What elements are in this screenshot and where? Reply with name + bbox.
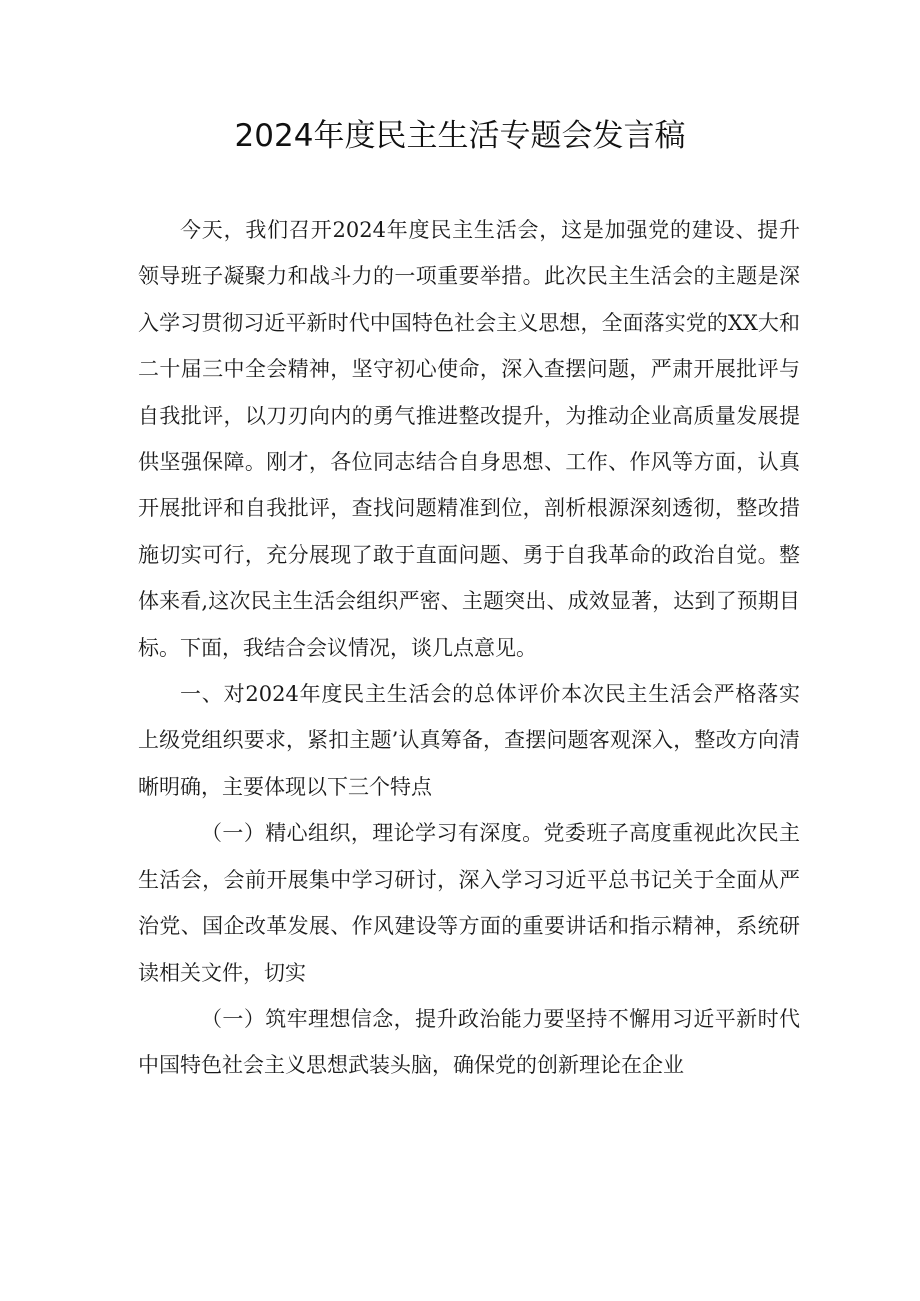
paragraph-subsection-organize: （一）精心组织，理论学习有深度。党委班子高度重视此次民主生活会，会前开展集中学习研讨，深入学习习近平总书记关于全面从严治党、国企改革发展、作风建设等方面的重要讲话和指示精神，系统研读相关文件，切实 xyxy=(138,821,800,985)
paragraph-subsection-ideals: （一）筑牢理想信念，提升政治能力要坚持不懈用习近平新时代中国特色社会主义思想武装头脑，确保党的创新理论在企业 xyxy=(138,1006,800,1078)
document-title: 2024年度民主生活专题会发言稿 xyxy=(234,118,686,154)
paragraph-opening: 今天，我们召开2024年度民主生活会，这是加强党的建设、提升领导班子凝聚力和战斗力的一项重要举措。此次民主生活会的主题是深入学习贯彻习近平新时代中国特色社会主义思想，全面落实党的XX大和二十届三中全会精神，坚守初心使命，深入查摆问题，严肃开展批评与自我批评，以刀刃向内的勇气推进整改提升，为推动企业高质量发展提供坚强保障。刚才，各位同志结合自身思想、工作、作风等方面，认真开展批评和自我批评，查找问题精准到位，剖析根源深刻透彻，整改措施切实可行，充分展现了敢于直面问题、勇于自我革命的政治自觉。整体来看,这次民主生活会组织严密、主题突出、成效显著，达到了预期目标。下面，我结合会议情况，谈几点意见。 xyxy=(138,218,800,660)
paragraph-section-one: 一、对2024年度民主生活会的总体评价本次民主生活会严格落实上级党组织要求，紧扣主题’认真筹备，查摆问题客观深入，整改方向清晰明确，主要体现以下三个特点 xyxy=(138,682,800,799)
document-body xyxy=(138,207,800,1089)
